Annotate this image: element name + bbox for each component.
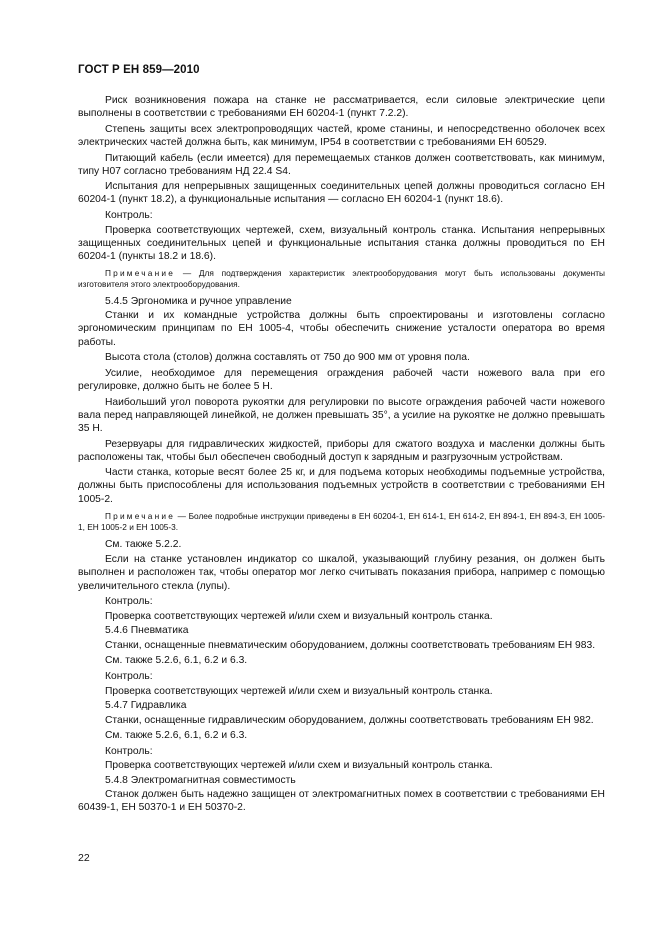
document-header: ГОСТ Р ЕН 859—2010 [78, 64, 200, 76]
note-text: — Более подробные инструкции приведены в ЕН 60204-1, ЕН 614-1, ЕН 614-2, ЕН 894-1, ЕН 894-3, ЕН 1005-1, ЕН 1005-2 и ЕН 1005-3. [78, 510, 605, 532]
control-label: Контроль: [105, 596, 153, 608]
paragraph: Проверка соответствующих чертежей и/или схем и визуальный контроль станка. [105, 610, 493, 622]
paragraph: Станки, оснащенные пневматическим оборудованием, должны соответствовать требованиям ЕН 983. [105, 639, 596, 651]
paragraph: Степень защиты всех электропроводящих частей, кроме станины, и непосредственно оболочек всех электрических частей должна быть, как минимум, IP54 в соответствии с требованиями ЕН 60529. [78, 123, 605, 148]
paragraph: Риск возникновения пожара на станке не рассматривается, если силовые электрические цепи выполнены в соответствии с требованиями ЕН 60204-1 (пункт 7.2.2). [78, 95, 605, 120]
paragraph: Проверка соответствующих чертежей и/или схем и визуальный контроль станка. [105, 685, 493, 697]
paragraph: Если на станке установлен индикатор со шкалой, указывающий глубину резания, он должен быть выполнен и расположен так, чтобы оператор мог легко считывать показания прибора, например с помощью увеличительного стекла (лупы). [78, 554, 605, 592]
paragraph: Части станка, которые весят более 25 кг, и для подъема которых необходимы подъемные устройства, должны быть приспособлены для использования подъемных устройств в соответствии с требованиями ЕН 1005-2. [78, 467, 605, 505]
paragraph: Станки и их командные устройства должны быть спроектированы и изготовлены согласно эргономическим принципам по ЕН 1005-4, чтобы обеспечить снижение усталости оператора во время работы. [78, 310, 605, 348]
paragraph: Резервуары для гидравлических жидкостей, приборы для сжатого воздуха и масленки должны быть расположены так, чтобы был обеспечен свободный доступ к зарядным и разгрузочным устройствам. [78, 438, 605, 463]
section-heading: 5.4.6 Пневматика [105, 625, 189, 637]
control-label: Контроль: [105, 671, 153, 683]
page-number: 22 [78, 852, 90, 864]
paragraph: Усилие, необходимое для перемещения ограждения рабочей части ножевого вала при его регулировке, должно быть не более 5 Н. [78, 367, 605, 393]
document-body [78, 94, 605, 817]
paragraph: Проверка соответствующих чертежей, схем, визуальный контроль станка. Испытания непрерывных защищенных соединительных цепей и функциональные испытания станка должны проводиться по ЕН 60204-1 (пункты 18.2 и 18.6). [78, 224, 605, 262]
note-text: — Для подтверждения характеристик электрооборудования могут быть использованы документы изготовителя этого электрооборудования. [78, 267, 605, 289]
control-label: Контроль: [105, 745, 153, 757]
section-heading: 5.4.5 Эргономика и ручное управление [105, 295, 292, 307]
paragraph: См. также 5.2.6, 6.1, 6.2 и 6.3. [105, 730, 248, 742]
note-label: Примечание [105, 267, 176, 278]
paragraph: См. также 5.2.6, 6.1, 6.2 и 6.3. [105, 655, 248, 667]
paragraph: Высота стола (столов) должна составлять от 750 до 900 мм от уровня пола. [105, 352, 470, 364]
paragraph: Наибольший угол поворота рукоятки для регулировки по высоте ограждения рабочей части ножевого вала перед направляющей линейкой, не должен превышать 35°, а усилие на рукоятке не должно превышать 35 Н. [78, 396, 605, 434]
paragraph: Проверка соответствующих чертежей и/или схем и визуальный контроль станка. [105, 760, 493, 772]
section-heading: 5.4.8 Электромагнитная совместимость [105, 774, 296, 786]
note [78, 511, 605, 533]
paragraph: Испытания для непрерывных защищенных соединительных цепей должны проводиться согласно ЕН 60204-1 (пункт 18.2), а функциональные испытания — согласно ЕН 60204-1 (пункт 18.6). [78, 181, 605, 206]
paragraph: Станок должен быть надежно защищен от электромагнитных помех в соответствии с требованиями ЕН 60439-1, ЕН 50370-1 и ЕН 50370-2. [78, 789, 605, 814]
paragraph: См. также 5.2.2. [105, 538, 182, 550]
note [78, 268, 605, 290]
section-heading: 5.4.7 Гидравлика [105, 700, 187, 712]
control-label: Контроль: [105, 210, 153, 222]
paragraph: Питающий кабель (если имеется) для перемещаемых станков должен соответствовать, как минимум, типу H07 согласно требованиям НД 22.4 S4. [78, 152, 605, 177]
paragraph: Станки, оснащенные гидравлическим оборудованием, должны соответствовать требованиям ЕН 982. [105, 714, 594, 726]
note-label: Примечание [105, 510, 176, 521]
